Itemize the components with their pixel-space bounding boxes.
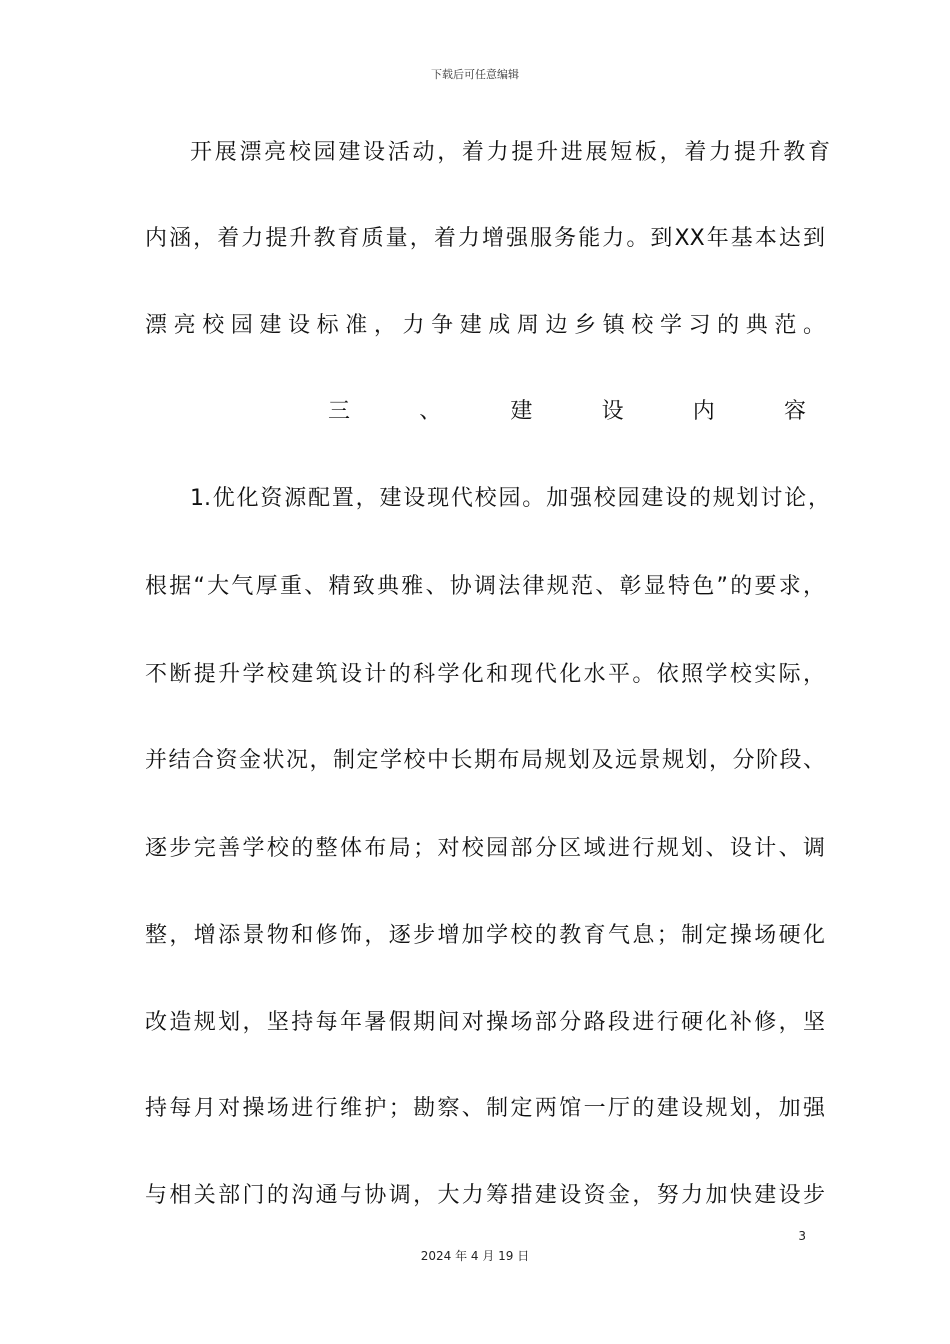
text-line: 不断提升学校建筑设计的科学化和现代化水平。依照学校实际， — [145, 662, 825, 687]
page-number: 3 — [798, 1229, 806, 1243]
heading-char: 建 — [510, 399, 533, 424]
page-header: 下载后可任意编辑 — [431, 68, 519, 81]
text-line: 改造规划，坚持每年暑假期间对操场部分路段进行硬化补修，坚 — [145, 1010, 825, 1035]
section-heading — [328, 397, 806, 427]
heading-char: 设 — [601, 399, 624, 424]
text-line: 内涵，着力提升教育质量，着力增强服务能力。到XX年基本达到 — [145, 226, 825, 251]
text-line: 开展漂亮校园建设活动，着力提升进展短板，着力提升教育 — [190, 140, 830, 165]
text-line: 与相关部门的沟通与协调，大力筹措建设资金，努力加快建设步 — [145, 1183, 825, 1208]
text-line: 并结合资金状况，制定学校中长期布局规划及远景规划，分阶段、 — [145, 748, 825, 773]
heading-char: 、 — [419, 399, 442, 424]
text-line: 逐步完善学校的整体布局；对校园部分区域进行规划、设计、调 — [145, 836, 825, 861]
text-line: 持每月对操场进行维护；勘察、制定两馆一厅的建设规划，加强 — [145, 1096, 825, 1121]
text-line: 漂亮校园建设标准，力争建成周边乡镇校学习的典范。 — [145, 313, 825, 338]
heading-char: 三 — [328, 399, 351, 424]
text-line: 1.优化资源配置，建设现代校园。加强校园建设的规划讨论， — [190, 486, 830, 511]
page-footer-date: 2024 年 4 月 19 日 — [420, 1249, 530, 1263]
heading-char: 内 — [692, 399, 715, 424]
text-line: 整，增添景物和修饰，逐步增加学校的教育气息；制定操场硬化 — [145, 923, 825, 948]
heading-char: 容 — [783, 399, 806, 424]
text-line: 根据“大气厚重、精致典雅、协调法律规范、彰显特色”的要求， — [145, 574, 825, 599]
